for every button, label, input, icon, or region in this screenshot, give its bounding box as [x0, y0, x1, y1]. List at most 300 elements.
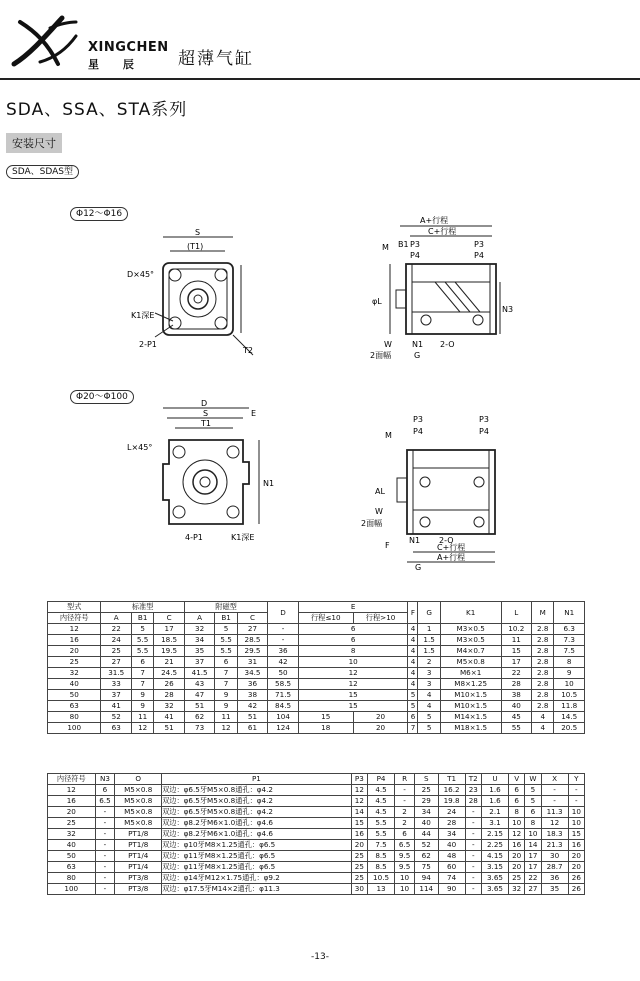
- cell-bore: 100: [48, 723, 101, 734]
- table-row: [48, 807, 585, 818]
- cell-b1: 5: [131, 624, 153, 635]
- cell-col-0: 63: [48, 862, 96, 873]
- cell-col-2: PT1/4: [115, 851, 162, 862]
- label-d45: D×45°: [127, 270, 155, 279]
- label-f: F: [385, 541, 390, 550]
- cell-col-13: 18.3: [541, 829, 568, 840]
- th-l: L: [501, 602, 532, 624]
- series-title: SDA、SSA、STA系列: [6, 100, 188, 120]
- cell-col-14: 10: [568, 818, 584, 829]
- cell-mc: 27: [237, 624, 268, 635]
- mount-hole-br: [227, 506, 239, 518]
- cell-col-3: 双边：φ14牙M12×1.75通孔：φ9.2: [162, 873, 352, 884]
- cell-col-9: -: [465, 818, 481, 829]
- th-col-0: 内径符号: [48, 774, 96, 785]
- cell-m: 2.8: [532, 657, 554, 668]
- section-hatch: [435, 282, 480, 312]
- cell-d: 84.5: [268, 701, 299, 712]
- cell-col-12: 5: [525, 796, 541, 807]
- cell-col-7: 94: [415, 873, 439, 884]
- label-s: S: [203, 409, 209, 418]
- cell-d: 58.5: [268, 679, 299, 690]
- cell-b1: 12: [131, 723, 153, 734]
- cell-e: 6: [298, 635, 408, 646]
- cell-a: 24: [101, 635, 132, 646]
- cell-col-3: 双边：φ6.5牙M5×0.8通孔：φ4.2: [162, 796, 352, 807]
- cell-col-3: 双边：φ17.5牙M14×2通孔：φ11.3: [162, 884, 352, 895]
- cell-col-14: 26: [568, 873, 584, 884]
- cell-d: -: [268, 624, 299, 635]
- cell-m: 2.8: [532, 646, 554, 657]
- table-row: [48, 873, 585, 884]
- cell-b1: 9: [131, 701, 153, 712]
- cell-col-4: 16: [351, 829, 367, 840]
- th-col-11: V: [509, 774, 525, 785]
- cell-k1: M5×0.8: [440, 657, 501, 668]
- cell-l: 15: [501, 646, 532, 657]
- cell-mb1: 5: [215, 624, 237, 635]
- cell-f: 4: [408, 624, 418, 635]
- th-col-10: U: [481, 774, 508, 785]
- cell-col-10: 3.65: [481, 884, 508, 895]
- cell-col-6: 10: [395, 873, 415, 884]
- cell-ma: 32: [184, 624, 215, 635]
- cell-m: 4: [532, 712, 554, 723]
- label-c: C+行程: [437, 543, 466, 552]
- large-bore-side-view: [355, 410, 515, 575]
- th-g: G: [418, 602, 440, 624]
- piston-rod: [193, 470, 217, 494]
- cell-k1: M18×1.5: [440, 723, 501, 734]
- th-a: A: [101, 613, 132, 624]
- cell-ma: 37: [184, 657, 215, 668]
- cell-col-7: 25: [415, 785, 439, 796]
- cell-col-7: 62: [415, 851, 439, 862]
- cell-b1: 9: [131, 690, 153, 701]
- cell-col-14: 15: [568, 829, 584, 840]
- th-col-12: W: [525, 774, 541, 785]
- table-row: [48, 668, 585, 679]
- cell-col-9: -: [465, 862, 481, 873]
- label-phi-l: φL: [372, 297, 382, 306]
- leader-k1: [155, 313, 173, 321]
- dimension-table-1: [47, 601, 585, 734]
- cell-c: 41: [154, 712, 185, 723]
- cell-col-13: 12: [541, 818, 568, 829]
- cell-col-4: 25: [351, 873, 367, 884]
- cell-c: 26: [154, 679, 185, 690]
- cell-col-6: 6: [395, 829, 415, 840]
- label-t2: T2: [243, 346, 253, 355]
- cell-m: 2.8: [532, 635, 554, 646]
- cell-col-7: 40: [415, 818, 439, 829]
- label-al: AL: [375, 487, 385, 496]
- cell-col-4: 15: [351, 818, 367, 829]
- cell-col-5: 10.5: [367, 873, 394, 884]
- label-a: A+行程: [437, 553, 466, 562]
- cell-col-9: -: [465, 873, 481, 884]
- cell-c: 21: [154, 657, 185, 668]
- port-right: [473, 315, 483, 325]
- label-b1: B1: [398, 240, 409, 249]
- label-2o: 2-O: [440, 340, 455, 349]
- cell-col-8: 16.2: [438, 785, 465, 796]
- cell-n1: 10: [554, 679, 585, 690]
- cell-l: 55: [501, 723, 532, 734]
- cell-col-1: -: [95, 873, 115, 884]
- cell-col-1: -: [95, 829, 115, 840]
- cell-col-4: 12: [351, 796, 367, 807]
- cell-e2: 20: [353, 712, 408, 723]
- cell-col-6: 9.5: [395, 862, 415, 873]
- cell-m: 2.8: [532, 679, 554, 690]
- port-right: [474, 517, 484, 527]
- table-row: [48, 851, 585, 862]
- cell-d: 42: [268, 657, 299, 668]
- label-n3: N3: [502, 305, 514, 314]
- cell-mc: 28.5: [237, 635, 268, 646]
- cell-col-10: 1.6: [481, 796, 508, 807]
- cell-mb1: 5.5: [215, 646, 237, 657]
- th-col-1: N3: [95, 774, 115, 785]
- label-w: W: [375, 507, 383, 516]
- cell-col-1: 6.5: [95, 796, 115, 807]
- label-s: S: [195, 228, 201, 237]
- th-m: M: [532, 602, 554, 624]
- cell-a: 63: [101, 723, 132, 734]
- cell-mc: 31: [237, 657, 268, 668]
- cell-bore: 20: [48, 646, 101, 657]
- cell-col-0: 80: [48, 873, 96, 884]
- cell-col-2: PT3/8: [115, 873, 162, 884]
- cell-col-11: 6: [509, 785, 525, 796]
- cell-col-4: 25: [351, 862, 367, 873]
- cell-col-5: 4.5: [367, 796, 394, 807]
- cell-col-0: 50: [48, 851, 96, 862]
- cell-col-3: 双边：φ8.2牙M6×1.0通孔：φ4.6: [162, 818, 352, 829]
- mount-hole-bl: [169, 317, 181, 329]
- cell-col-2: M5×0.8: [115, 807, 162, 818]
- cell-col-10: 1.6: [481, 785, 508, 796]
- cell-col-1: -: [95, 884, 115, 895]
- cell-col-13: 21.3: [541, 840, 568, 851]
- cell-col-2: PT1/8: [115, 840, 162, 851]
- cell-d: 36: [268, 646, 299, 657]
- cell-mb1: 11: [215, 712, 237, 723]
- cell-col-6: 2: [395, 807, 415, 818]
- cell-mc: 38: [237, 690, 268, 701]
- label-c: C+行程: [428, 227, 457, 236]
- cell-col-13: 30: [541, 851, 568, 862]
- cell-n1: 10.5: [554, 690, 585, 701]
- small-bore-side-view: [350, 212, 520, 362]
- cell-col-8: 28: [438, 818, 465, 829]
- cell-col-9: -: [465, 829, 481, 840]
- cell-k1: M10×1.5: [440, 701, 501, 712]
- range-large-label: Φ20～Φ100: [70, 390, 134, 404]
- table-row: [48, 840, 585, 851]
- cell-col-2: M5×0.8: [115, 818, 162, 829]
- cell-col-9: 23: [465, 785, 481, 796]
- label-g: G: [415, 563, 422, 572]
- cell-g: 2: [418, 657, 440, 668]
- label-p4-right: P4: [474, 251, 484, 260]
- cell-c: 17: [154, 624, 185, 635]
- cell-g: 1.5: [418, 646, 440, 657]
- cell-col-5: 13: [367, 884, 394, 895]
- cell-col-12: 8: [525, 818, 541, 829]
- label-flats: 2面幅: [361, 519, 383, 528]
- cell-ma: 47: [184, 690, 215, 701]
- cell-f: 5: [408, 701, 418, 712]
- cell-col-0: 12: [48, 785, 96, 796]
- cell-col-3: 双边：φ10牙M8×1.25通孔：φ6.5: [162, 840, 352, 851]
- type-label: SDA、SDAS型: [6, 165, 79, 179]
- th-col-7: S: [415, 774, 439, 785]
- cell-mc: 61: [237, 723, 268, 734]
- cell-c: 28: [154, 690, 185, 701]
- cell-col-12: 22: [525, 873, 541, 884]
- cell-col-1: 6: [95, 785, 115, 796]
- cell-col-13: -: [541, 796, 568, 807]
- cell-bore: 80: [48, 712, 101, 723]
- cell-col-12: 5: [525, 785, 541, 796]
- cell-col-0: 100: [48, 884, 96, 895]
- cell-b1: 6: [131, 657, 153, 668]
- th-col-9: T2: [465, 774, 481, 785]
- cell-mc: 34.5: [237, 668, 268, 679]
- table-row: [48, 829, 585, 840]
- cell-a: 31.5: [101, 668, 132, 679]
- cell-col-1: -: [95, 851, 115, 862]
- th-e: E: [298, 602, 408, 613]
- cell-mb1: 12: [215, 723, 237, 734]
- cell-col-13: 36: [541, 873, 568, 884]
- cell-c: 18.5: [154, 635, 185, 646]
- cell-col-0: 32: [48, 829, 96, 840]
- cell-col-8: 60: [438, 862, 465, 873]
- cell-col-12: 17: [525, 851, 541, 862]
- cell-col-5: 4.5: [367, 785, 394, 796]
- cell-col-2: M5×0.8: [115, 785, 162, 796]
- label-2o: 2-O: [439, 536, 454, 545]
- cell-e: 15: [298, 701, 408, 712]
- cell-c: 32: [154, 701, 185, 712]
- cell-g: 1: [418, 624, 440, 635]
- cell-ma: 43: [184, 679, 215, 690]
- cell-col-3: 双边：φ6.5牙M5×0.8通孔：φ4.2: [162, 807, 352, 818]
- label-k1: K1深E: [131, 311, 155, 320]
- cell-col-7: 29: [415, 796, 439, 807]
- cylinder-side-body: [406, 264, 496, 334]
- table-row: [48, 884, 585, 895]
- page-number: -13-: [311, 952, 329, 962]
- cell-d: 71.5: [268, 690, 299, 701]
- cell-e: 12: [298, 679, 408, 690]
- label-p4-left: P4: [410, 251, 420, 260]
- cell-k1: M3×0.5: [440, 635, 501, 646]
- body-inner-outline: [169, 269, 227, 329]
- mount-hole-br: [215, 317, 227, 329]
- label-t1: (T1): [187, 242, 204, 251]
- cell-col-12: 6: [525, 807, 541, 818]
- label-g: G: [414, 351, 421, 360]
- label-p3-left: P3: [410, 240, 420, 249]
- cell-col-0: 25: [48, 818, 96, 829]
- table-row: [48, 690, 585, 701]
- cell-ma: 35: [184, 646, 215, 657]
- cell-col-13: -: [541, 785, 568, 796]
- cell-b1: 7: [131, 668, 153, 679]
- cell-col-10: 2.15: [481, 829, 508, 840]
- cell-e: 8: [298, 646, 408, 657]
- cell-col-12: 14: [525, 840, 541, 851]
- cell-d: 124: [268, 723, 299, 734]
- th-col-4: P3: [351, 774, 367, 785]
- cell-l: 11: [501, 635, 532, 646]
- cell-f: 5: [408, 690, 418, 701]
- cell-l: 38: [501, 690, 532, 701]
- port-left: [420, 517, 430, 527]
- cell-col-6: 10: [395, 884, 415, 895]
- label-p1: 4-P1: [185, 533, 203, 542]
- th-bore: 内径符号: [48, 613, 101, 624]
- cell-col-14: 10: [568, 807, 584, 818]
- label-n1: N1: [263, 479, 275, 488]
- th-col-3: P1: [162, 774, 352, 785]
- cell-k1: M8×1.25: [440, 679, 501, 690]
- th-k1: K1: [440, 602, 501, 624]
- cell-f: 4: [408, 657, 418, 668]
- cell-col-3: 双边：φ11牙M8×1.25通孔：φ6.5: [162, 862, 352, 873]
- cell-col-12: 10: [525, 829, 541, 840]
- cell-mc: 42: [237, 701, 268, 712]
- mount-hole-bl: [173, 506, 185, 518]
- cell-col-5: 5.5: [367, 818, 394, 829]
- label-k1: K1深E: [231, 533, 255, 542]
- rod-thread: [200, 477, 210, 487]
- label-p4-right: P4: [479, 427, 489, 436]
- document-title: 超薄气缸: [178, 49, 254, 69]
- th-standard: 标准型: [101, 602, 184, 613]
- cell-ma: 73: [184, 723, 215, 734]
- cell-ma: 51: [184, 701, 215, 712]
- label-flats: 2面幅: [370, 351, 392, 360]
- cell-n1: 7.5: [554, 646, 585, 657]
- th-col-2: O: [115, 774, 162, 785]
- th-magnetic: 附磁型: [184, 602, 267, 613]
- table-row: [48, 679, 585, 690]
- cell-k1: M6×1: [440, 668, 501, 679]
- cell-col-14: 20: [568, 862, 584, 873]
- cell-a: 25: [101, 646, 132, 657]
- cell-col-7: 114: [415, 884, 439, 895]
- cell-k1: M3×0.5: [440, 624, 501, 635]
- cell-col-11: 20: [509, 862, 525, 873]
- cell-col-10: 3.15: [481, 862, 508, 873]
- cell-mc: 36: [237, 679, 268, 690]
- cell-d: -: [268, 635, 299, 646]
- label-m: M: [382, 243, 389, 252]
- cell-col-9: 28: [465, 796, 481, 807]
- rod-boss: [183, 460, 227, 504]
- xingchen-logo-icon: [10, 14, 80, 70]
- th-model: 型式: [48, 602, 101, 613]
- cell-n1: 8: [554, 657, 585, 668]
- small-bore-front-view: [125, 225, 275, 360]
- cell-a: 22: [101, 624, 132, 635]
- section-label: 安装尺寸: [6, 133, 62, 153]
- cell-e: 18: [298, 723, 353, 734]
- table-row: [48, 624, 585, 635]
- cell-col-1: -: [95, 840, 115, 851]
- brand-name-cn: 星 辰: [88, 58, 144, 71]
- cell-mb1: 6: [215, 657, 237, 668]
- port-left: [421, 315, 431, 325]
- cell-col-7: 52: [415, 840, 439, 851]
- cell-c: 24.5: [154, 668, 185, 679]
- cell-col-9: -: [465, 851, 481, 862]
- cell-d: 50: [268, 668, 299, 679]
- table-row: [48, 635, 585, 646]
- th-ma: A: [184, 613, 215, 624]
- cell-col-10: 4.15: [481, 851, 508, 862]
- cell-col-1: -: [95, 818, 115, 829]
- cell-n1: 14.5: [554, 712, 585, 723]
- label-n1: N1: [412, 340, 424, 349]
- cell-col-0: 16: [48, 796, 96, 807]
- table-row: [48, 796, 585, 807]
- th-c: C: [154, 613, 185, 624]
- cell-m: 2.8: [532, 668, 554, 679]
- cell-m: 2.8: [532, 701, 554, 712]
- cell-bore: 12: [48, 624, 101, 635]
- cell-col-6: -: [395, 785, 415, 796]
- cell-col-0: 20: [48, 807, 96, 818]
- cell-m: 2.8: [532, 690, 554, 701]
- cell-e: 6: [298, 624, 408, 635]
- cell-bore: 40: [48, 679, 101, 690]
- cell-n1: 7.3: [554, 635, 585, 646]
- label-p3-left: P3: [413, 415, 423, 424]
- cylinder-body: [163, 440, 249, 524]
- cell-col-11: 20: [509, 851, 525, 862]
- rod-end: [396, 290, 406, 308]
- cell-ma: 41.5: [184, 668, 215, 679]
- cell-l: 22: [501, 668, 532, 679]
- table-row: [48, 657, 585, 668]
- table-row: [48, 701, 585, 712]
- cell-col-14: 16: [568, 840, 584, 851]
- cell-col-11: 16: [509, 840, 525, 851]
- cell-col-4: 30: [351, 884, 367, 895]
- cell-col-10: 3.1: [481, 818, 508, 829]
- cell-col-7: 75: [415, 862, 439, 873]
- cell-f: 4: [408, 679, 418, 690]
- th-e1: 行程≤10: [298, 613, 353, 624]
- cell-l: 45: [501, 712, 532, 723]
- label-n1: N1: [409, 536, 421, 545]
- cell-col-12: 17: [525, 862, 541, 873]
- cell-col-3: 双边：φ6.5牙M5×0.8通孔：φ4.2: [162, 785, 352, 796]
- cell-l: 10.2: [501, 624, 532, 635]
- cell-col-11: 8: [509, 807, 525, 818]
- table-row: [48, 646, 585, 657]
- cell-k1: M10×1.5: [440, 690, 501, 701]
- label-p3-right: P3: [474, 240, 484, 249]
- cell-col-1: -: [95, 862, 115, 873]
- cell-ma: 62: [184, 712, 215, 723]
